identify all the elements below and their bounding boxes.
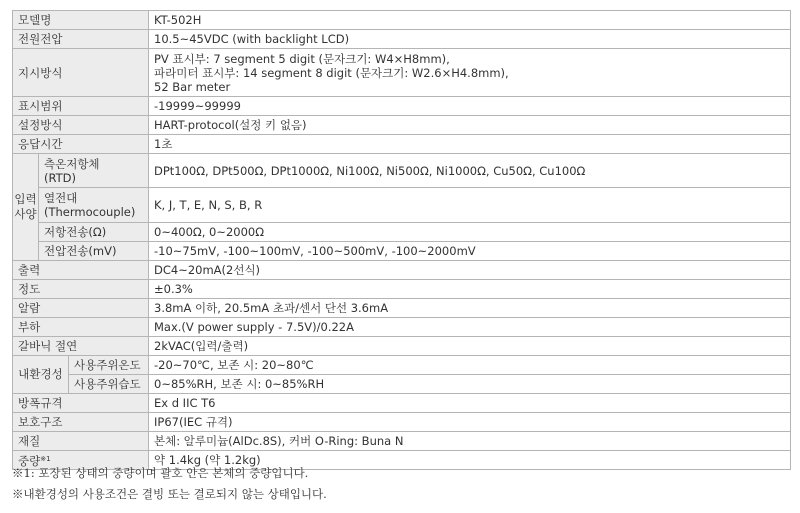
input-group-label: 입력 사양: [13, 154, 39, 261]
env-group-label: 내환경성: [13, 356, 69, 394]
material-value: 본체: 알루미늄(AlDc.8S), 커버 O-Ring: Buna N: [149, 432, 791, 451]
table-row: [13, 49, 791, 97]
rtd-label-line-1: 측온저항체: [44, 156, 100, 171]
accuracy-label: 정도: [13, 280, 149, 299]
table-row: [13, 432, 791, 451]
alarm-value: 3.8mA 이하, 20.5mA 초과/센서 단선 3.6mA: [149, 299, 791, 318]
table-row: [13, 394, 791, 413]
range-label: 표시범위: [13, 97, 149, 116]
resist-value: 0~400Ω, 0~2000Ω: [149, 223, 791, 242]
table-row: [13, 135, 791, 154]
alarm-label: 알람: [13, 299, 149, 318]
env-temp-value: -20~70℃, 보존 시: 20~80℃: [149, 356, 791, 375]
display-value: [149, 49, 791, 97]
tc-value: K, J, T, E, N, S, B, R: [149, 188, 791, 223]
output-label: 출력: [13, 261, 149, 280]
tc-label-line-1: 열전대: [44, 191, 78, 205]
volt-label: 전압전송(mV): [39, 242, 149, 261]
table-row: [13, 261, 791, 280]
model-value: KT-502H: [149, 11, 791, 30]
table-row: [13, 356, 791, 375]
table-row: [13, 299, 791, 318]
power-value: 10.5~45VDC (with backlight LCD): [149, 30, 791, 49]
rtd-value: DPt100Ω, DPt500Ω, DPt1000Ω, Ni100Ω, Ni500Ω, Ni1000Ω, Cu50Ω, Cu100Ω: [149, 154, 791, 188]
isolation-label: 갈바닉 절연: [13, 337, 149, 356]
env-temp-label: 사용주위온도: [69, 356, 149, 375]
output-value: DC4~20mA(2선식): [149, 261, 791, 280]
weight-value: 약 1.4kg (약 1.2kg): [149, 451, 791, 470]
accuracy-value: ±0.3%: [149, 280, 791, 299]
material-label: 재질: [13, 432, 149, 451]
isolation-value: 2kVAC(입력/출력): [149, 337, 791, 356]
footnote-1: ※1: 포장된 상태의 중량이며 괄호 안은 본체의 중량입니다.: [12, 466, 309, 480]
model-label: 모델명: [13, 11, 149, 30]
weight-footnote-mark: ※1: [40, 455, 51, 463]
rtd-label: [39, 154, 149, 188]
explosion-label: 방폭규격: [13, 394, 149, 413]
display-label: 지시방식: [13, 49, 149, 97]
table-row: [13, 280, 791, 299]
env-humid-value: 0~85%RH, 보존 시: 0~85%RH: [149, 375, 791, 394]
weight-label-text: 중량: [18, 454, 41, 468]
tc-label-line-2: (Thermocouple): [44, 205, 136, 219]
display-line-3: 52 Bar meter: [154, 79, 231, 94]
table-row: [13, 188, 791, 223]
spec-table: [12, 10, 791, 470]
table-row: [13, 154, 791, 188]
setting-label: 설정방식: [13, 116, 149, 135]
table-row: [13, 242, 791, 261]
table-row: [13, 413, 791, 432]
table-row: [13, 337, 791, 356]
power-label: 전원전압: [13, 30, 149, 49]
load-label: 부하: [13, 318, 149, 337]
table-row: [13, 11, 791, 30]
table-row: [13, 30, 791, 49]
table-row: [13, 97, 791, 116]
table-row: [13, 116, 791, 135]
response-value: 1초: [149, 135, 791, 154]
load-value: Max.(V power supply - 7.5V)/0.22A: [149, 318, 791, 337]
footnote-2: ※내환경성의 사용조건은 결빙 또는 결로되지 않는 상태입니다.: [12, 487, 327, 501]
tc-label: [39, 188, 149, 223]
env-humid-label: 사용주위습도: [69, 375, 149, 394]
protection-label: 보호구조: [13, 413, 149, 432]
rtd-label-line-2: (RTD): [44, 170, 77, 185]
display-line-1: PV 표시부: 7 segment 5 digit (문자크기: W4×H8mm),: [154, 51, 450, 66]
table-row: [13, 375, 791, 394]
range-value: -19999~99999: [149, 97, 791, 116]
setting-value: HART-protocol(설정 키 없음): [149, 116, 791, 135]
volt-value: -10~75mV, -100~100mV, -100~500mV, -100~2000mV: [149, 242, 791, 261]
explosion-value: Ex d IIC T6: [149, 394, 791, 413]
response-label: 응답시간: [13, 135, 149, 154]
table-row: [13, 318, 791, 337]
protection-value: IP67(IEC 규격): [149, 413, 791, 432]
table-row: [13, 223, 791, 242]
display-line-2: 파라미터 표시부: 14 segment 8 digit (문자크기: W2.6×H4.8mm),: [154, 65, 509, 80]
resist-label: 저항전송(Ω): [39, 223, 149, 242]
footnotes: [12, 463, 327, 505]
